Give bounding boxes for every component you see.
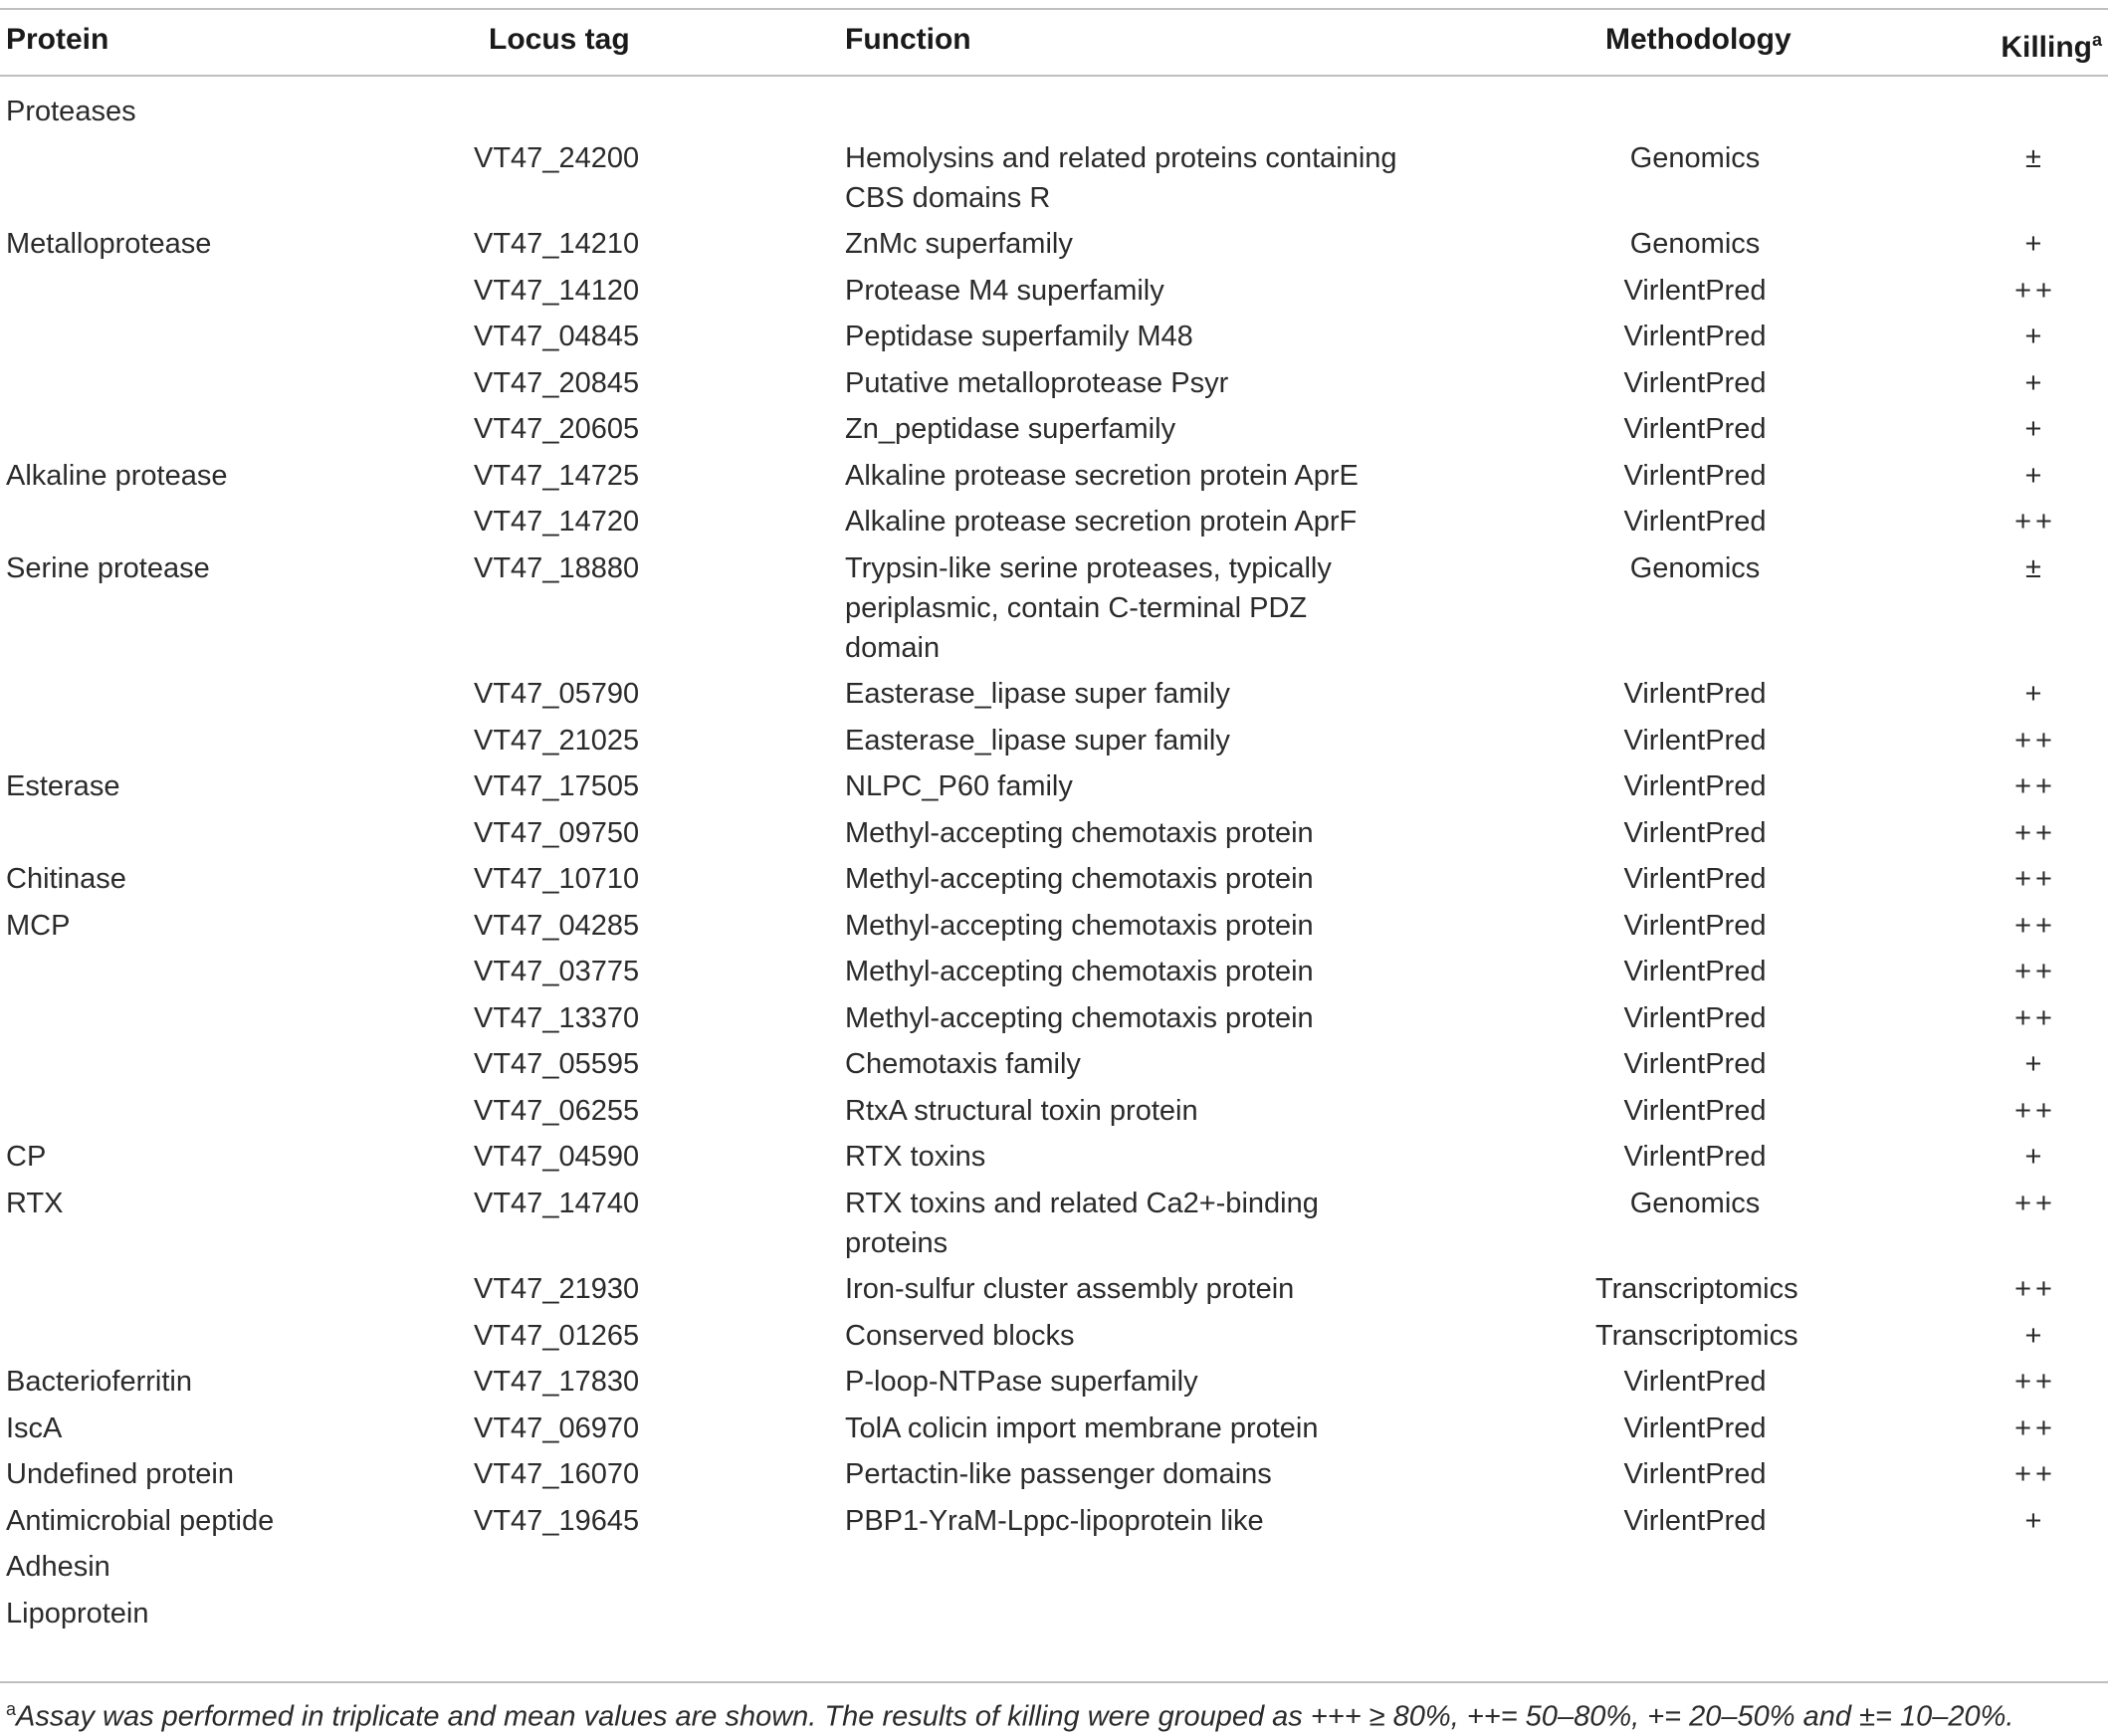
cell-methodology: VirlentPred: [1623, 506, 1767, 538]
cell-killing: ++: [2014, 506, 2056, 538]
cell-protein: Serine protease: [6, 551, 210, 584]
cell-locus-tag: VT47_14120: [474, 274, 640, 307]
cell-methodology: VirlentPred: [1623, 1048, 1767, 1080]
cell-function: Methyl-accepting chemotaxis protein: [845, 909, 1314, 942]
cell-function: Chemotaxis family: [845, 1048, 1081, 1080]
cell-protein: IscA: [6, 1411, 63, 1444]
cell-killing: ±: [2025, 141, 2045, 174]
cell-killing: +: [2024, 413, 2046, 445]
cell-function: Protease M4 superfamily: [845, 274, 1164, 307]
cell-methodology: Genomics: [1629, 551, 1761, 584]
cell-killing: +: [2024, 1141, 2046, 1173]
cell-protein: Alkaline protease: [6, 459, 228, 492]
cell-locus-tag: VT47_14210: [474, 228, 640, 260]
cell-locus-tag: VT47_16070: [474, 1458, 640, 1490]
cell-function: Conserved blocks: [845, 1319, 1075, 1352]
header-protein: Protein: [6, 23, 109, 56]
cell-locus-tag: VT47_06255: [474, 1094, 640, 1127]
cell-function: PBP1-YraM-Lppc-lipoprotein like: [845, 1504, 1264, 1537]
cell-methodology: VirlentPred: [1623, 770, 1767, 802]
cell-killing: ++: [2014, 863, 2056, 895]
cell-methodology: VirlentPred: [1623, 321, 1767, 352]
cell-protein: Proteases: [6, 96, 136, 127]
cell-locus-tag: VT47_04590: [474, 1141, 640, 1173]
cell-locus-tag: VT47_10710: [474, 863, 640, 895]
cell-function: Alkaline protease secretion protein AprE: [845, 459, 1359, 492]
footnote-text: Assay was performed in triplicate and mean values are shown. The results of killing were grouped as +++ ≥ 80%, ++= 50–80%, += 20–50% and ±= 10–20%.: [16, 1700, 2014, 1733]
cell-locus-tag: VT47_14740: [474, 1187, 640, 1219]
cell-function: Peptidase superfamily M48: [845, 321, 1193, 352]
cell-killing: +: [2024, 1319, 2046, 1352]
cell-methodology: Genomics: [1629, 228, 1761, 260]
cell-function: Trypsin-like serine proteases, typically: [845, 551, 1332, 584]
cell-methodology: VirlentPred: [1623, 678, 1767, 710]
cell-function: Pertactin-like passenger domains: [845, 1458, 1272, 1490]
cell-locus-tag: VT47_04285: [474, 909, 640, 942]
cell-function: domain: [845, 631, 941, 664]
header-rule: [0, 75, 2108, 77]
top-rule: [0, 8, 2108, 10]
cell-killing: +: [2024, 228, 2046, 260]
cell-methodology: Genomics: [1629, 1187, 1761, 1219]
cell-methodology: Transcriptomics: [1595, 1319, 1798, 1352]
cell-methodology: VirlentPred: [1623, 1411, 1767, 1444]
cell-killing: ++: [2014, 1366, 2056, 1398]
cell-protein: Adhesin: [6, 1551, 110, 1583]
cell-function: ZnMc superfamily: [845, 228, 1073, 260]
cell-locus-tag: VT47_09750: [474, 816, 640, 849]
cell-methodology: VirlentPred: [1623, 1458, 1767, 1490]
header-function: Function: [845, 23, 971, 56]
cell-protein: Metalloprotease: [6, 228, 212, 260]
cell-killing: ±: [2025, 551, 2045, 584]
cell-function: TolA colicin import membrane protein: [845, 1411, 1319, 1444]
table-footnote: [6, 1690, 2013, 1736]
cell-methodology: VirlentPred: [1623, 724, 1767, 757]
cell-methodology: VirlentPred: [1623, 274, 1767, 307]
cell-killing: ++: [2014, 1273, 2056, 1305]
cell-killing: ++: [2014, 274, 2056, 307]
cell-locus-tag: VT47_20845: [474, 366, 640, 399]
cell-locus-tag: VT47_01265: [474, 1319, 640, 1352]
footnote-marker: a: [6, 1699, 17, 1719]
cell-methodology: VirlentPred: [1623, 816, 1767, 849]
cell-methodology: VirlentPred: [1623, 1094, 1767, 1127]
cell-function: Iron-sulfur cluster assembly protein: [845, 1273, 1295, 1305]
cell-killing: ++: [2014, 770, 2056, 802]
cell-protein: CP: [6, 1141, 47, 1173]
cell-locus-tag: VT47_21025: [474, 724, 640, 757]
cell-methodology: VirlentPred: [1623, 1504, 1767, 1537]
cell-killing: +: [2024, 366, 2046, 399]
cell-killing: ++: [2014, 724, 2056, 757]
cell-locus-tag: VT47_13370: [474, 1001, 640, 1034]
cell-protein: MCP: [6, 909, 71, 942]
cell-locus-tag: VT47_06970: [474, 1411, 640, 1444]
cell-methodology: VirlentPred: [1623, 1001, 1767, 1034]
cell-killing: ++: [2014, 1411, 2056, 1444]
cell-methodology: VirlentPred: [1623, 1141, 1767, 1173]
cell-protein: Undefined protein: [6, 1458, 234, 1490]
header-killing-label: Killing: [2001, 31, 2092, 64]
cell-protein: RTX: [6, 1187, 64, 1219]
cell-function: RtxA structural toxin protein: [845, 1094, 1198, 1127]
cell-killing: +: [2024, 1504, 2046, 1537]
cell-locus-tag: VT47_19645: [474, 1504, 640, 1537]
cell-function: Methyl-accepting chemotaxis protein: [845, 863, 1314, 895]
cell-function: Zn_peptidase superfamily: [845, 413, 1176, 445]
header-locus-tag: Locus tag: [489, 23, 630, 56]
cell-locus-tag: VT47_03775: [474, 956, 640, 987]
cell-killing: ++: [2014, 956, 2056, 987]
cell-function: Methyl-accepting chemotaxis protein: [845, 956, 1314, 987]
cell-protein: Antimicrobial peptide: [6, 1504, 275, 1537]
cell-methodology: Genomics: [1629, 141, 1761, 174]
header-killing-superscript: a: [2091, 30, 2102, 50]
cell-killing: ++: [2014, 909, 2056, 942]
cell-locus-tag: VT47_04845: [474, 321, 640, 352]
cell-function: RTX toxins: [845, 1141, 986, 1173]
cell-killing: +: [2024, 321, 2046, 352]
cell-methodology: VirlentPred: [1623, 366, 1767, 399]
header-killing: [2001, 20, 2102, 68]
cell-methodology: VirlentPred: [1623, 459, 1767, 492]
cell-killing: +: [2024, 678, 2046, 710]
cell-methodology: VirlentPred: [1623, 1366, 1767, 1398]
cell-locus-tag: VT47_05595: [474, 1048, 640, 1080]
cell-function: periplasmic, contain C-terminal PDZ: [845, 591, 1308, 624]
cell-killing: ++: [2014, 1001, 2056, 1034]
cell-locus-tag: VT47_05790: [474, 678, 640, 710]
cell-killing: ++: [2014, 1187, 2056, 1219]
cell-locus-tag: VT47_17505: [474, 770, 640, 802]
cell-killing: ++: [2014, 1458, 2056, 1490]
cell-locus-tag: VT47_14725: [474, 459, 640, 492]
header-methodology: Methodology: [1605, 23, 1792, 56]
cell-methodology: VirlentPred: [1623, 909, 1767, 942]
cell-function: RTX toxins and related Ca2+-binding: [845, 1187, 1319, 1219]
cell-function: Easterase_lipase super family: [845, 678, 1230, 710]
cell-killing: +: [2024, 459, 2046, 492]
cell-function: CBS domains R: [845, 181, 1051, 214]
cell-function: NLPC_P60 family: [845, 770, 1073, 802]
cell-locus-tag: VT47_18880: [474, 551, 640, 584]
cell-protein: Bacterioferritin: [6, 1366, 192, 1398]
cell-locus-tag: VT47_14720: [474, 506, 640, 538]
cell-protein: Esterase: [6, 770, 120, 802]
cell-killing: ++: [2014, 816, 2056, 849]
cell-locus-tag: VT47_24200: [474, 141, 640, 174]
cell-function: Hemolysins and related proteins containing: [845, 141, 1397, 174]
cell-methodology: VirlentPred: [1623, 863, 1767, 895]
cell-methodology: VirlentPred: [1623, 413, 1767, 445]
cell-locus-tag: VT47_20605: [474, 413, 640, 445]
bottom-rule: [0, 1681, 2108, 1683]
cell-protein: Chitinase: [6, 863, 126, 895]
cell-locus-tag: VT47_21930: [474, 1273, 640, 1305]
cell-methodology: VirlentPred: [1623, 956, 1767, 987]
cell-function: Easterase_lipase super family: [845, 724, 1230, 757]
cell-methodology: Transcriptomics: [1595, 1273, 1798, 1305]
cell-protein: Lipoprotein: [6, 1597, 149, 1629]
cell-function: Putative metalloprotease Psyr: [845, 366, 1229, 399]
cell-locus-tag: VT47_17830: [474, 1366, 640, 1398]
cell-function: Methyl-accepting chemotaxis protein: [845, 1001, 1314, 1034]
cell-killing: +: [2024, 1048, 2046, 1080]
cell-killing: ++: [2014, 1094, 2056, 1127]
cell-function: proteins: [845, 1226, 949, 1259]
cell-function: Alkaline protease secretion protein AprF: [845, 506, 1358, 538]
cell-function: P-loop-NTPase superfamily: [845, 1366, 1198, 1398]
cell-function: Methyl-accepting chemotaxis protein: [845, 816, 1314, 849]
